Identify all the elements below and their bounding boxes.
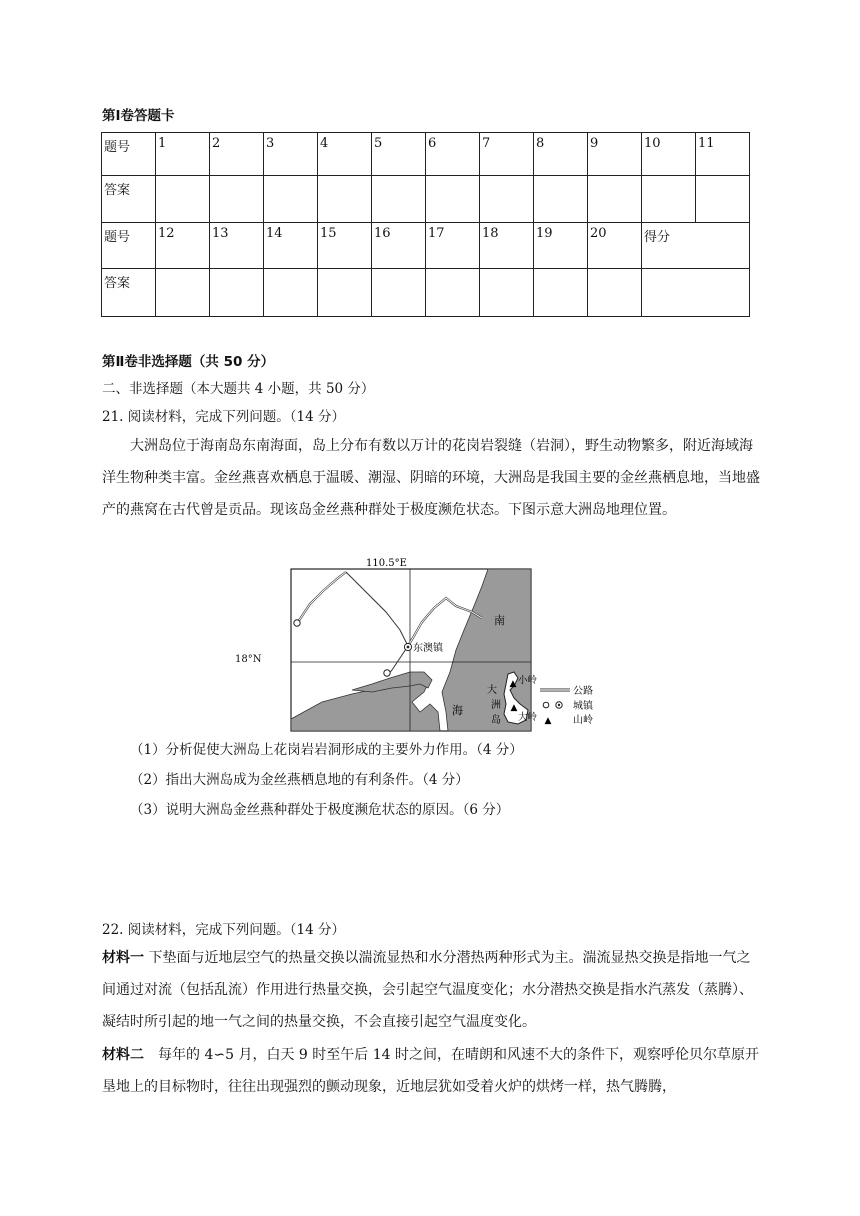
latitude-label: 18°N xyxy=(235,654,262,665)
question-number: 13 xyxy=(210,223,264,269)
question-number: 8 xyxy=(534,133,588,176)
question-number: 14 xyxy=(264,223,318,269)
answer-cell[interactable] xyxy=(264,269,318,317)
question-number: 12 xyxy=(156,223,210,269)
question-number: 7 xyxy=(480,133,534,176)
answer-cell[interactable] xyxy=(642,176,696,223)
answer-cell[interactable] xyxy=(264,176,318,223)
legend-road-label: 公路 xyxy=(573,686,593,697)
material-1-label: 材料一 xyxy=(102,950,144,966)
section2-subtitle: 二、非选择题（本大题共 4 小题，共 50 分） xyxy=(102,381,375,397)
q22-heading: 22. 阅读材料，完成下列问题。（14 分） xyxy=(102,922,345,938)
legend-town-icon xyxy=(543,702,549,708)
question-number: 19 xyxy=(534,223,588,269)
answer-cell[interactable] xyxy=(372,269,426,317)
legend-mountain-label: 山岭 xyxy=(573,715,593,726)
q21-passage: 大洲岛位于海南岛东南海面，岛上分布有数以万计的花岗岩裂缝（岩洞），野生动物繁多，附近海域海洋生物种类丰富。金丝燕喜欢栖息于温暖、潮湿、阴暗的环境，大洲岛是我国主要的金丝燕栖息地，当地盛产的燕窝在古代曾是贡品。现该岛金丝燕种群处于极度濒危状态。下图示意大洲岛地理位置。 xyxy=(102,438,760,518)
answer-cell[interactable] xyxy=(588,269,642,317)
q21-subquestion-1: （1）分析促使大洲岛上花岗岩岩洞形成的主要外力作用。（4 分） xyxy=(130,742,523,758)
answer-cell[interactable] xyxy=(156,176,210,223)
answer-cell[interactable] xyxy=(318,176,372,223)
town-south xyxy=(384,670,390,676)
answer-cell[interactable] xyxy=(318,269,372,317)
question-number-row-1 xyxy=(102,133,750,176)
material-2-label: 材料二 xyxy=(102,1047,144,1063)
q22-material-2 xyxy=(102,1039,760,1103)
q21-heading: 21. 阅读材料，完成下列问题。（14 分） xyxy=(102,409,345,425)
question-number: 15 xyxy=(318,223,372,269)
answer-cell[interactable] xyxy=(588,176,642,223)
score-cell[interactable] xyxy=(642,269,750,317)
question-number: 11 xyxy=(696,133,750,176)
mountain-icon: ▲ xyxy=(510,703,518,713)
legend-town-label: 城镇 xyxy=(573,701,593,712)
row-head: 答案 xyxy=(102,176,156,223)
sea-label-1: 南 xyxy=(494,614,505,627)
q21-subquestion-2: （2）指出大洲岛成为金丝燕栖息地的有利条件。（4 分） xyxy=(130,772,469,788)
row-head: 题号 xyxy=(102,223,156,269)
island-label-char: 洲 xyxy=(491,700,501,711)
question-number: 16 xyxy=(372,223,426,269)
town-west xyxy=(294,620,300,626)
question-number: 9 xyxy=(588,133,642,176)
question-number-row-2 xyxy=(102,223,750,269)
daling-label: 大岭 xyxy=(518,712,538,723)
question-number: 18 xyxy=(480,223,534,269)
answer-table xyxy=(101,132,750,317)
answer-row-1 xyxy=(102,176,750,223)
answer-cell[interactable] xyxy=(534,176,588,223)
mountain-icon: ▲ xyxy=(509,679,517,689)
island-label-char: 岛 xyxy=(491,715,501,726)
answer-cell[interactable] xyxy=(372,176,426,223)
question-number: 1 xyxy=(156,133,210,176)
answer-card-title: 第Ⅰ卷答题卡 xyxy=(102,108,175,124)
answer-cell[interactable] xyxy=(480,269,534,317)
question-number: 20 xyxy=(588,223,642,269)
row-head: 题号 xyxy=(102,133,156,176)
sea-label-2: 海 xyxy=(452,704,463,717)
material-1-text: 下垫面与近地层空气的热量交换以湍流显热和水分潜热两种形式为主。湍流显热交换是指地一气之间通过对流（包括乱流）作用进行热量交换，会引起空气温度变化；水分潜热交换是指水汽蒸发（蒸腾）、凝结时所引起的地一气之间的热量交换，不会直接引起空气温度变化。 xyxy=(102,950,753,1030)
row-head: 答案 xyxy=(102,269,156,317)
legend-mountain-icon: ▲ xyxy=(544,716,552,726)
q21-subquestion-3: （3）说明大洲岛金丝燕种群处于极度濒危状态的原因。（6 分） xyxy=(130,802,510,818)
answer-cell[interactable] xyxy=(426,176,480,223)
answer-cell[interactable] xyxy=(534,269,588,317)
question-number: 4 xyxy=(318,133,372,176)
question-number: 2 xyxy=(210,133,264,176)
question-number: 17 xyxy=(426,223,480,269)
score-label: 得分 xyxy=(642,223,750,269)
answer-cell[interactable] xyxy=(696,176,750,223)
q22-material-1 xyxy=(102,942,760,1038)
dongao-town-label: 东澳镇 xyxy=(413,643,443,654)
material-2-text: 每年的 4∽5 月，白天 9 时至午后 14 时之间，在晴朗和风速不大的条件下，观察呼伦贝尔草原开垦地上的目标物时，往往出现强烈的颤动现象，近地层犹如受着火炉的烘烤一样，热气腾腾， xyxy=(102,1047,759,1095)
question-number: 10 xyxy=(642,133,696,176)
answer-cell[interactable] xyxy=(210,269,264,317)
dazhou-island-map xyxy=(262,552,602,736)
answer-row-2 xyxy=(102,269,750,317)
section2-title: 第Ⅱ卷非选择题（共 50 分） xyxy=(102,354,275,370)
answer-cell[interactable] xyxy=(480,176,534,223)
xiaoling-label: 小岭 xyxy=(518,675,538,686)
longitude-label: 110.5°E xyxy=(366,558,407,569)
answer-cell[interactable] xyxy=(210,176,264,223)
island-label-char: 大 xyxy=(487,685,497,696)
answer-cell[interactable] xyxy=(156,269,210,317)
question-number: 6 xyxy=(426,133,480,176)
question-number: 5 xyxy=(372,133,426,176)
question-number: 3 xyxy=(264,133,318,176)
answer-cell[interactable] xyxy=(426,269,480,317)
